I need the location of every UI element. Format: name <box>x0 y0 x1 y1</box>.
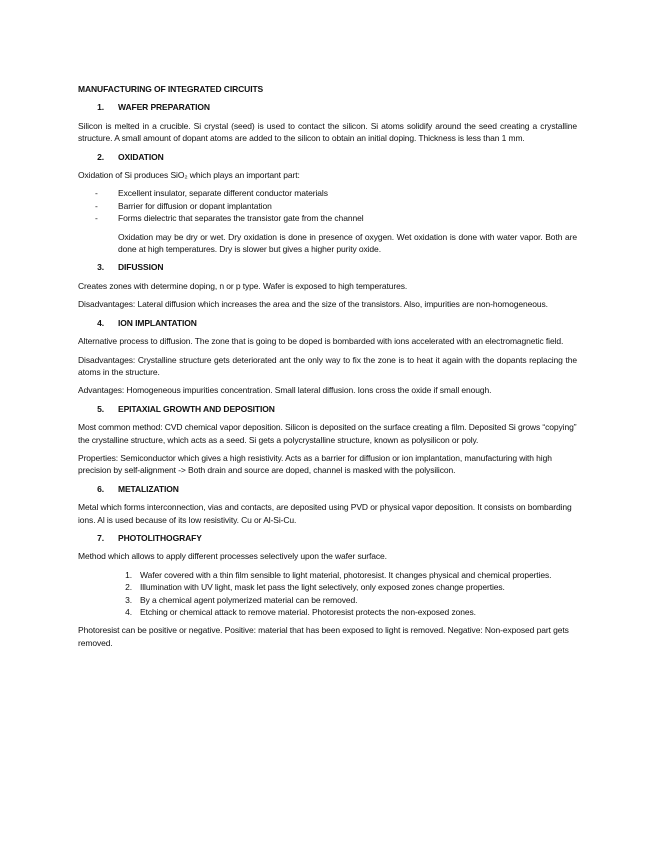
list-item <box>78 594 577 606</box>
section-heading-ion-implantation <box>78 317 577 329</box>
step-number: 1. <box>125 569 132 580</box>
section-number: 5. <box>97 403 104 414</box>
list-item-text: Excellent insulator, separate different conductor materials <box>118 188 328 199</box>
step-number: 3. <box>125 594 132 605</box>
section-title: ION IMPLANTATION <box>118 317 197 328</box>
paragraph: Method which allows to apply different processes selectively upon the wafer surface. <box>78 551 387 562</box>
section-heading-wafer-preparation <box>78 101 577 113</box>
paragraph: Oxidation may be dry or wet. Dry oxidation is done in presence of oxygen. Wet oxidation is done with water vapor. Both are done at high temperatures. Dry is slower but gives a higher purity oxide. <box>118 231 577 255</box>
paragraph: Most common method: CVD chemical vapor deposition. Silicon is deposited on the surface creating a film. Deposited Si grows “copying” the crystalline structure, which acts as a seed. Si gets a polycrystalline structure, known as polysilicon or poly. <box>78 422 577 445</box>
dash-bullet: - <box>95 188 98 199</box>
section-number: 2. <box>97 151 104 162</box>
bullet-list <box>78 187 577 224</box>
paragraph: Silicon is melted in a crucible. Si crystal (seed) is used to contact the silicon. Si atoms solidify around the seed creating a crystalline structure. A small amount of dopant atoms are added to the silicon to obtain an initial doping. Thickness is less than 1 mm. <box>78 120 577 144</box>
section-number: 6. <box>97 483 104 494</box>
section-heading-oxidation <box>78 151 577 163</box>
section-title: EPITAXIAL GROWTH AND DEPOSITION <box>118 403 275 414</box>
document-title: MANUFACTURING OF INTEGRATED CIRCUITS <box>78 84 264 94</box>
section-title: DIFUSSION <box>118 262 164 273</box>
paragraph: Metal which forms interconnection, vias and contacts, are deposited using PVD or physical vapor deposition. It consists on bombarding ions. Al is used because of its low resistivity. Cu or Al-Si-Cu. <box>78 502 572 525</box>
list-item <box>78 581 577 593</box>
section-heading-epitaxial-growth <box>78 403 577 415</box>
list-item-text: Barrier for diffusion or dopant implantation <box>118 200 272 211</box>
paragraph: Alternative process to diffusion. The zone that is going to be doped is bombarded with ions accelerated with an electromagnetic field. <box>78 336 564 347</box>
step-number: 2. <box>125 582 132 593</box>
section-heading-metalization <box>78 483 577 495</box>
paragraph: Creates zones with determine doping, n or p type. Wafer is exposed to high temperatures. <box>78 280 408 291</box>
paragraph: Disadvantages: Lateral diffusion which increases the area and the size of the transistors. Also, impurities are non-homogeneous. <box>78 299 548 310</box>
section-title: METALIZATION <box>118 483 179 494</box>
section-title: OXIDATION <box>118 151 164 162</box>
list-item <box>78 187 577 199</box>
list-item-text: Illumination with UV light, mask let pass the light selectively, only exposed zones change properties. <box>140 582 505 593</box>
paragraph: Oxidation of Si produces SiO₂ which plays an important part: <box>78 170 300 181</box>
list-item-text: Wafer covered with a thin film sensible to light material, photoresist. It changes physical and chemical properties. <box>140 569 552 580</box>
section-title: WAFER PREPARATION <box>118 102 210 113</box>
section-heading-difussion <box>78 261 577 273</box>
paragraph: Advantages: Homogeneous impurities concentration. Small lateral diffusion. Ions cross the oxide if small enough. <box>78 385 492 396</box>
list-item-text: Forms dielectric that separates the transistor gate from the channel <box>118 213 364 224</box>
list-item <box>78 200 577 212</box>
step-number: 4. <box>125 607 132 617</box>
section-number: 4. <box>97 317 104 328</box>
paragraph: Disadvantages: Crystalline structure gets deteriorated ant the only way to fix the zone is to heat it again with the dopants replacing the atoms in the structure. <box>78 354 577 377</box>
list-item-text: By a chemical agent polymerized material can be removed. <box>140 594 358 605</box>
list-item <box>78 212 577 224</box>
list-item <box>78 606 577 618</box>
section-number: 7. <box>97 532 104 543</box>
paragraph: Properties: Semiconductor which gives a high resistivity. Acts as a barrier for diffusion or ion implantation, manufacturing with high precision by self-alignment -> Both drain and source are doped, channel is masked with the polysilicon. <box>78 452 552 476</box>
dash-bullet: - <box>95 213 98 224</box>
section-heading-photolithografy <box>78 532 577 544</box>
list-item-text: Etching or chemical attack to remove material. Photoresist protects the non-exposed zones. <box>140 607 476 617</box>
section-number: 3. <box>97 262 104 273</box>
section-number: 1. <box>97 102 104 113</box>
list-item <box>78 569 577 581</box>
dash-bullet: - <box>95 200 98 211</box>
paragraph: Photoresist can be positive or negative. Positive: material that has been exposed to light is removed. Negative: Non-exposed part gets removed. <box>78 625 569 648</box>
section-title: PHOTOLITHOGRAFY <box>118 532 202 543</box>
numbered-list <box>78 569 577 619</box>
